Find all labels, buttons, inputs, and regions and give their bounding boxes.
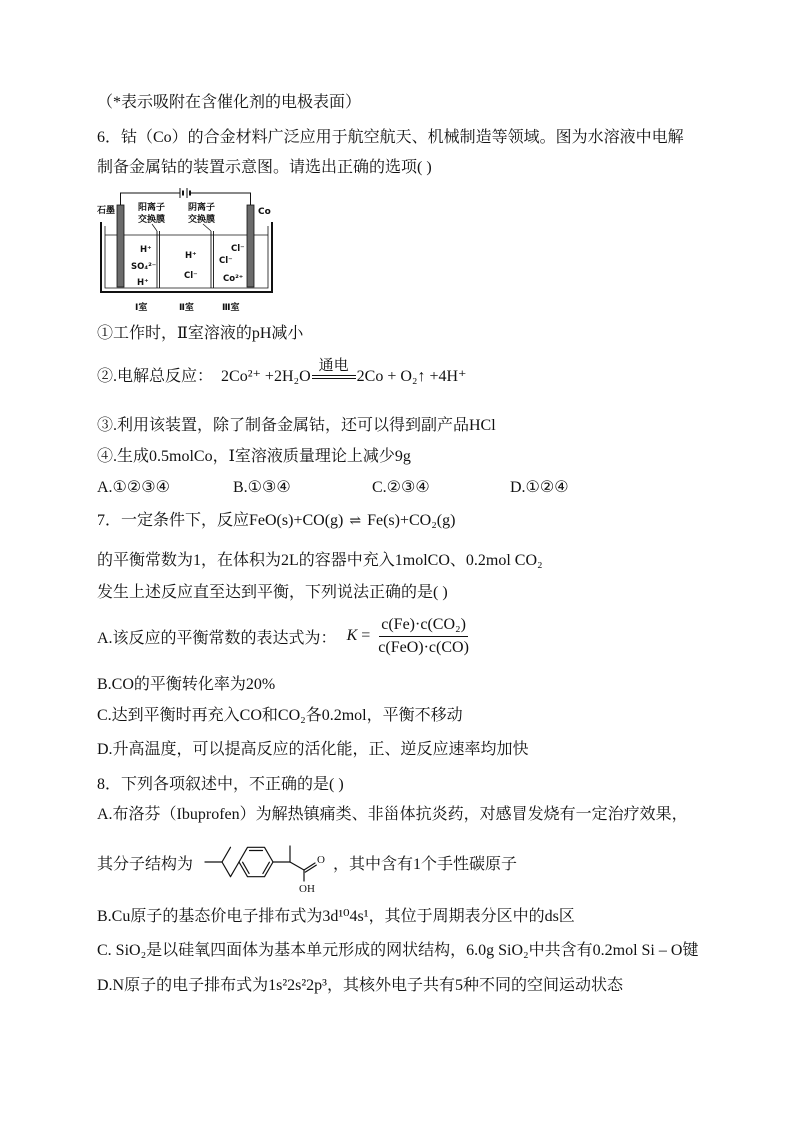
q6-statement-4: ④.生成0.5molCo，Ⅰ室溶液质量理论上减少9g [97, 448, 411, 465]
carbonyl-oxygen-label: O [317, 854, 325, 866]
chamber3-ion: Cl⁻ [219, 256, 233, 266]
catalyst-note: （*表示吸附在含催化剂的电极表面） [97, 94, 362, 111]
reaction-products: 2Co + O₂↑ +4H⁺ [356, 368, 467, 385]
chamber3-ion: Cl⁻ [231, 244, 245, 254]
equilibrium-constant-symbol: K [346, 627, 358, 644]
q6-option-c: C.②③④ [372, 479, 430, 496]
q7-reaction-left: 7．一定条件下，反应FeO(s)+CO(g) [97, 512, 344, 529]
q6-stem-line2: 制备金属钴的装置示意图。请选出正确的选项( ) [97, 159, 432, 176]
equilibrium-arrow-icon: ⇌ [349, 514, 362, 529]
q8-option-b: B.Cu原子的基态价电子排布式为3d¹⁰4s¹，其位于周期表分区中的ds区 [97, 908, 575, 925]
q8-option-a-line2-prefix: 其分子结构为 [97, 856, 194, 873]
power-source-icon [180, 188, 190, 198]
cobalt-label: Co [258, 207, 271, 217]
q7-stem-line3: 发生上述反应直至达到平衡，下列说法正确的是( ) [97, 584, 448, 601]
q7-stem-line1 [97, 511, 455, 531]
chamber-label-3: Ⅲ室 [222, 303, 240, 313]
q8-option-d: D.N原子的电子排布式为1s²2s²2p³，其核外电子共有5种不同的空间运动状态 [97, 977, 623, 994]
cation-membrane-leader [152, 224, 157, 231]
q6-stem-line1: 6．钴（Co）的合金材料广泛应用于航空航天、机械制造等领域。图为水溶液中电解 [97, 129, 684, 146]
ring-double-bond [243, 862, 250, 873]
ring-double-bond [263, 862, 270, 873]
hydroxyl-label: OH [299, 883, 315, 895]
chamber2-ion: H⁺ [185, 251, 197, 261]
isobutyl-methyl [222, 847, 231, 862]
chamber1-ion: SO₄²⁻ [131, 262, 157, 272]
equals-sign [312, 375, 356, 379]
graphite-label: 石墨 [97, 206, 116, 216]
anion-membrane-label-line1: 阴离子 [188, 203, 216, 213]
anion-exchange-membrane [211, 231, 214, 288]
q6-statement-2-prefix: ②.电解总反应： [97, 368, 214, 385]
q8-option-a-line2-suffix: ，其中含有1个手性碳原子 [333, 856, 518, 873]
anion-membrane-leader [203, 224, 211, 231]
q7-option-a [97, 612, 471, 660]
q7-option-d: D.升高温度，可以提高反应的活化能，正、逆反应速率均加快 [97, 741, 529, 758]
chamber3-ion: Co²⁺ [223, 274, 244, 284]
reaction-condition-text: 通电 [318, 358, 349, 374]
q6-option-a: A.①②③④ [97, 479, 170, 496]
chamber1-ion: H⁺ [140, 245, 152, 255]
ibuprofen-structure [200, 836, 335, 898]
q6-option-d: D.①②④ [510, 479, 569, 496]
q6-statement-3: ③.利用该装置，除了制备金属钴，还可以得到副产品HCl [97, 417, 496, 434]
q7-option-a-prefix: A.该反应的平衡常数的表达式为： [97, 629, 337, 647]
q7-stem-line2: 的平衡常数为1，在体积为2L的容器中充入1molCO、0.2mol CO₂ [97, 552, 543, 569]
equilibrium-expression-fraction [376, 615, 471, 658]
chamber1-ion: H⁺ [137, 278, 149, 288]
reaction-condition [312, 357, 356, 379]
reaction-reactants: 2Co²⁺ +2H₂O [221, 368, 311, 385]
q8-option-c: C. SiO₂是以硅氧四面体为基本单元形成的网状结构，6.0g SiO₂中共含有0.2mol Si – O键 [97, 942, 699, 959]
q7-option-c: C.达到平衡时再充入CO和CO₂各0.2mol，平衡不移动 [97, 707, 463, 724]
cation-membrane-label-line2: 交换膜 [138, 215, 166, 225]
q6-options [97, 478, 657, 498]
q7-option-b: B.CO的平衡转化率为20% [97, 676, 276, 693]
chamber-label-2: Ⅱ室 [179, 303, 194, 313]
equals-sign: = [361, 627, 371, 644]
carboxyl-bond [290, 862, 304, 870]
fraction-denominator: c(FeO)·c(CO) [378, 638, 469, 656]
q8-stem: 8．下列各项叙述中，不正确的是( ) [97, 776, 344, 793]
anion-membrane-label-line2: 交换膜 [188, 215, 216, 225]
isobutyl-chain [205, 862, 239, 877]
chamber-label-1: Ⅰ室 [135, 303, 148, 313]
fraction-numerator: c(Fe)·c(CO₂) [379, 615, 468, 637]
q8-option-a-line1: A.布洛芬（Ibuprofen）为解热镇痛类、非甾体抗炎药，对感冒发烧有一定治疗效果， [97, 806, 688, 823]
q7-reaction-right: Fe(s)+CO₂(g) [367, 512, 456, 529]
cation-exchange-membrane [157, 231, 160, 288]
q6-statement-1: ①工作时，Ⅱ室溶液的pH减小 [97, 325, 304, 342]
electrolysis-cell-diagram [95, 186, 280, 316]
graphite-electrode [117, 205, 124, 287]
cation-membrane-label-line1: 阳离子 [138, 203, 166, 213]
chamber2-ion: Cl⁻ [184, 271, 198, 281]
q6-option-b: B.①③④ [233, 479, 291, 496]
q6-statement-2 [97, 357, 467, 387]
benzene-ring [239, 847, 273, 876]
cobalt-electrode [247, 205, 254, 287]
